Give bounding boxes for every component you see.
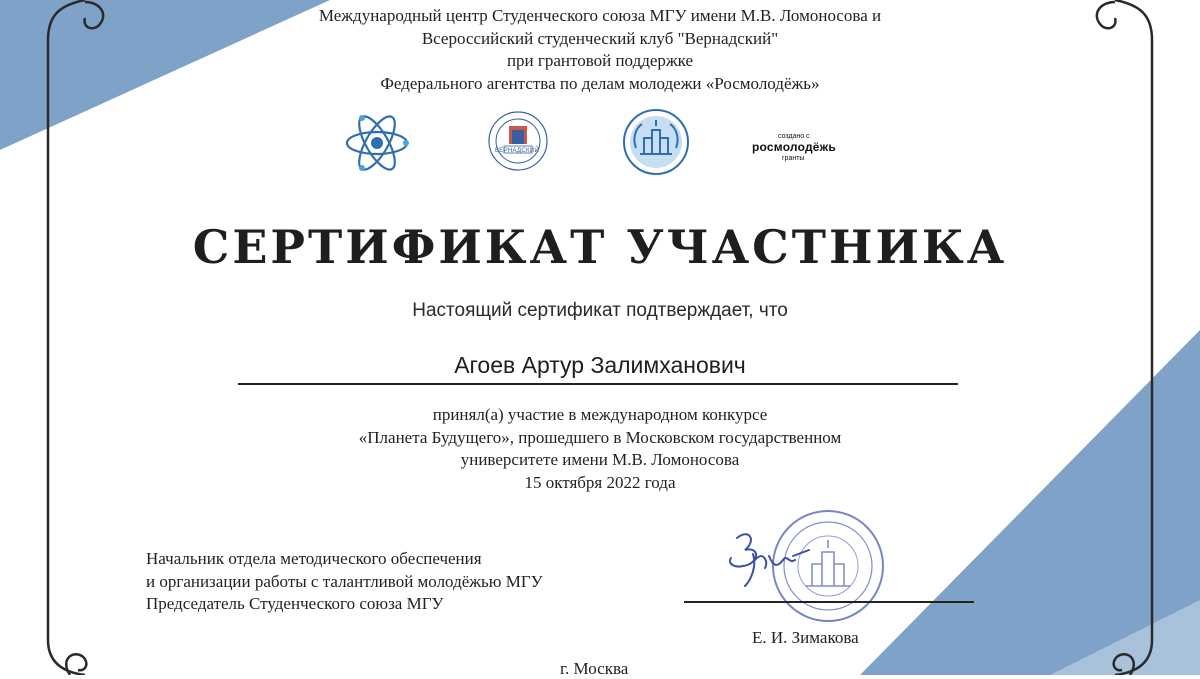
header-line-1: Международный центр Студенческого союза МГУ имени М.В. Ломоносова и [318,6,882,25]
city-label: г. Москва [560,659,629,678]
participant-name: Агоев Артур Залимханович [454,352,746,378]
logos-row [0,0,1200,200]
certificate-title: СЕРТИФИКАТ УЧАСТНИКА [192,220,1008,274]
atom-logo-icon [344,110,410,176]
participation-description [250,404,950,494]
rosmol-top-label: создано с [778,133,810,140]
signer-line-2: и организации работы с талантливой молодёжью МГУ [146,571,543,591]
signer-line-1: Начальник отдела методического обеспечения [146,549,482,568]
vernadsky-club-logo [487,110,549,172]
signer-name: Е. И. Зимакова [752,628,859,647]
header-line-2: Всероссийский студенческий клуб "Вернадский" [421,28,779,48]
body-line-2: «Планета Будущего», прошедшего в Московском государственном [358,427,842,447]
rosmol-main-label: росмолодёжь [752,140,836,154]
msu-building-logo-icon [622,108,690,176]
signer-line-3: Председатель Студенческого союза МГУ [146,594,444,613]
confirmation-text: Настоящий сертификат подтверждает, что [412,300,788,321]
header-line-3: при грантовой поддержке [506,51,694,70]
rosmol-bottom-label: гранты [782,155,805,162]
body-line-1: принял(а) участие в международном конкурсе [432,405,768,424]
header-line-4: Федерального агентства по делам молодежи «Росмолодёжь» [380,73,820,93]
vernadsky-logo-label: ВЕРНАДСКИЙ [495,148,540,154]
signer-position [146,548,666,616]
event-date: 15 октября 2022 года [524,472,676,492]
signature-line [684,601,974,603]
handwritten-signature [705,520,815,600]
body-line-3: университете имени М.В. Ломоносова [460,450,740,469]
name-underline [238,383,958,385]
